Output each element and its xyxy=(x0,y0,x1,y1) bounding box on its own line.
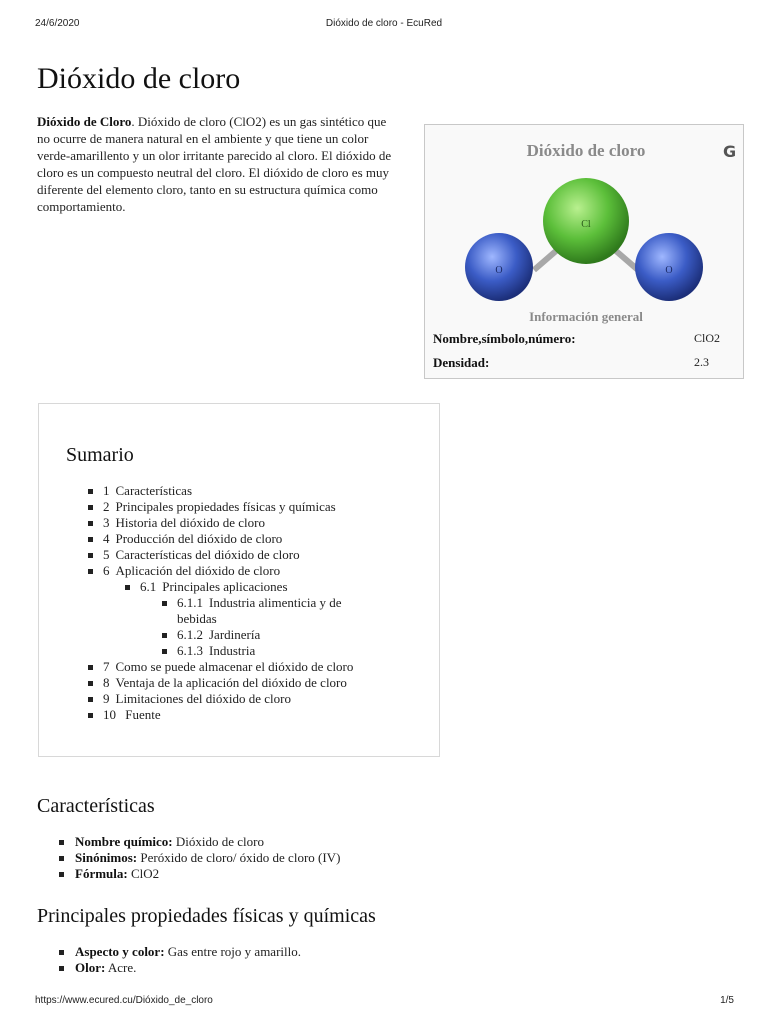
toc-number: 6.1.3 xyxy=(177,643,203,658)
section-list xyxy=(59,944,301,976)
toc-item[interactable] xyxy=(88,499,428,515)
toc-item[interactable] xyxy=(88,659,428,675)
print-page-title: Dióxido de cloro - EcuRed xyxy=(325,18,443,29)
oxygen-label-left: O xyxy=(495,265,503,276)
toc-sublist xyxy=(162,595,428,659)
toc-label: Características del dióxido de cloro xyxy=(115,547,300,562)
toc-title: Sumario xyxy=(66,444,134,466)
toc-item[interactable] xyxy=(88,531,428,547)
toc-number: 10 xyxy=(103,707,116,722)
list-item xyxy=(59,944,301,960)
toc-item[interactable] xyxy=(88,691,428,707)
toc-label: Ventaja de la aplicación del dióxido de cloro xyxy=(115,675,347,690)
toc-number: 9 xyxy=(103,691,110,706)
toc-label: Limitaciones del dióxido de cloro xyxy=(115,691,291,706)
toc-item[interactable] xyxy=(162,627,362,643)
toc-sublist xyxy=(125,579,428,659)
section-list xyxy=(59,834,340,882)
toc-number: 3 xyxy=(103,515,110,530)
infobox-row-name xyxy=(433,331,733,351)
print-date: 24/6/2020 xyxy=(35,18,80,29)
chlorine-label: Cl xyxy=(581,219,591,230)
toc-label: Aplicación del dióxido de cloro xyxy=(115,563,281,578)
page-title: Dióxido de cloro xyxy=(37,62,241,95)
toc-number: 6 xyxy=(103,563,110,578)
item-label: Fórmula: xyxy=(75,866,128,881)
intro-paragraph xyxy=(37,113,397,215)
print-url: https://www.ecured.cu/Dióxido_de_cloro xyxy=(35,995,213,1006)
toc-number: 6.1 xyxy=(140,579,157,594)
item-label: Sinónimos: xyxy=(75,850,138,865)
molecule-image xyxy=(461,177,711,307)
list-item xyxy=(59,866,340,882)
toc-item[interactable] xyxy=(88,707,428,723)
toc-number: 2 xyxy=(103,499,110,514)
toc-item[interactable] xyxy=(88,483,428,499)
infobox-value: ClO2 xyxy=(694,331,721,345)
infobox-value: 2.3 xyxy=(694,355,709,369)
toc-label: Características xyxy=(115,483,193,498)
item-value: Gas entre rojo y amarillo. xyxy=(164,944,301,959)
toc-label: Fuente xyxy=(122,707,161,722)
toc-number: 6.1.1 xyxy=(177,595,203,610)
item-label: Nombre químico: xyxy=(75,834,173,849)
toc-label: Principales aplicaciones xyxy=(162,579,288,594)
toc-list xyxy=(88,483,428,723)
infobox xyxy=(424,124,744,379)
infobox-title: Dióxido de cloro xyxy=(526,141,646,160)
print-page-number: 1/5 xyxy=(720,995,734,1006)
list-item xyxy=(59,834,340,850)
item-value: Acre. xyxy=(105,960,137,975)
section-heading-caracteristicas: Características xyxy=(37,795,155,817)
list-item xyxy=(59,850,340,866)
toc-item[interactable] xyxy=(88,515,428,531)
item-value: ClO2 xyxy=(127,866,160,881)
toc-item[interactable] xyxy=(162,643,362,659)
section-heading-propiedades: Principales propiedades físicas y químicas xyxy=(37,905,376,927)
toc-label: Historia del dióxido de cloro xyxy=(115,515,265,530)
toc-item[interactable] xyxy=(88,547,428,563)
toc-label: Jardinería xyxy=(209,627,261,642)
toc-item[interactable] xyxy=(88,675,428,691)
toc-number: 6.1.2 xyxy=(177,627,203,642)
toc-number: 1 xyxy=(103,483,110,498)
table-of-contents xyxy=(38,403,440,757)
toc-number: 4 xyxy=(103,531,110,546)
toc-label: Industria alimenticia y de bebidas xyxy=(177,595,342,626)
item-value: Dióxido de cloro xyxy=(172,834,264,849)
intro-bold-term: Dióxido de Cloro xyxy=(37,114,132,129)
print-header xyxy=(0,18,768,32)
infobox-key: Densidad: xyxy=(433,355,490,370)
toc-item[interactable] xyxy=(162,595,362,627)
toc-label: Principales propiedades físicas y químicas xyxy=(115,499,336,514)
item-value: Peróxido de cloro/ óxido de cloro (IV) xyxy=(137,850,341,865)
toc-item[interactable] xyxy=(88,563,428,659)
edit-icon[interactable]: G xyxy=(723,142,737,161)
toc-label: Como se puede almacenar el dióxido de cloro xyxy=(115,659,354,674)
toc-number: 8 xyxy=(103,675,110,690)
item-label: Olor: xyxy=(75,960,106,975)
toc-number: 7 xyxy=(103,659,110,674)
toc-item[interactable] xyxy=(125,579,428,659)
infobox-key: Nombre,símbolo,número: xyxy=(433,331,576,346)
item-label: Aspecto y color: xyxy=(75,944,165,959)
toc-number: 5 xyxy=(103,547,110,562)
infobox-row-density xyxy=(433,355,733,375)
list-item xyxy=(59,960,301,976)
print-footer xyxy=(0,995,768,1009)
oxygen-label-right: O xyxy=(665,265,673,276)
toc-label: Industria xyxy=(209,643,256,658)
toc-label: Producción del dióxido de cloro xyxy=(115,531,283,546)
infobox-subtitle: Información general xyxy=(529,309,643,324)
intro-text: . Dióxido de cloro (ClO2) es un gas sintético que no ocurre de manera natural en el ambiente y que tiene un color verde-amarillento y un olor irritante parecido al cloro. El dióxido de cloro es un compuesto neutral del cloro. El dióxido de cloro es muy diferente del elemento cloro, tanto en su estructura química como comportamiento. xyxy=(37,114,392,214)
